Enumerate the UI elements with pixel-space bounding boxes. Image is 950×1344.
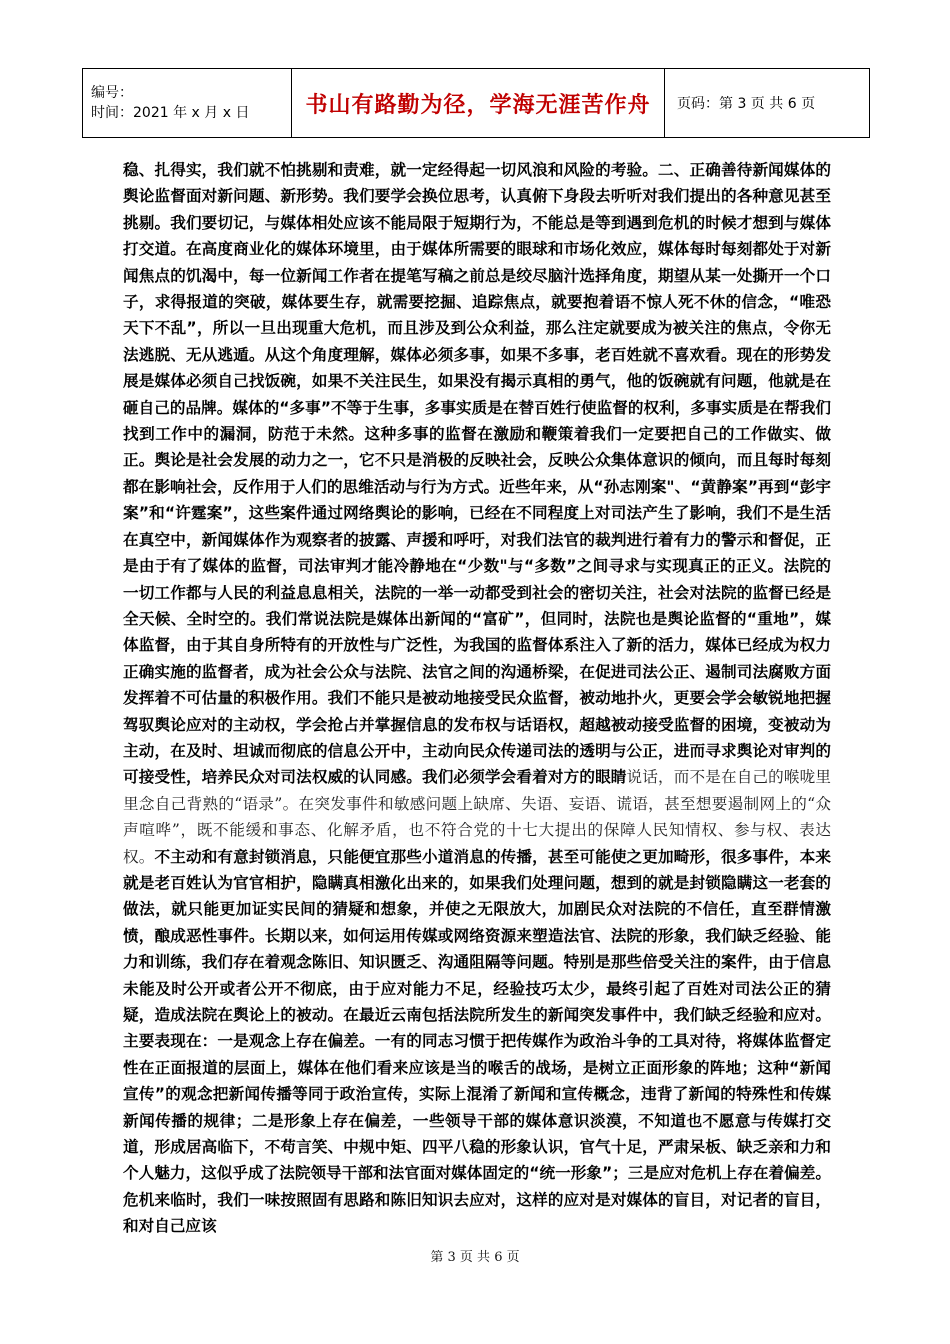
footer-page-number: 第 3 页 共 6 页 [430, 1250, 520, 1265]
body-text-rest: 不主动和有意封锁消息，只能便宜那些小道消息的传播，甚至可能使之更加畸形，很多事件，本来就是老百姓认为官官相护，隐瞒真相激化出来的，如果我们处理问题，想到的就是封锁隐瞒这一老套的做法，就只能更加证实民间的猜疑和想象，并使之无限放大，加剧民众对法院的不信任，直至群情激愤，酿成恶性事件。长期以来，如何运用传媒或网络资源来塑造法官、法院的形象，我们缺乏经验、能力和训练，我们存在着观念陈旧、知识匮乏、沟通阻隔等问题。特别是那些倍受关注的案件，由于信息未能及时公开或者公开不彻底，由于应对能力不足，经验技巧太少，最终引起了百姓对司法公正的猜疑，造成法院在舆论上的被动。在最近云南包括法院所发生的新闻突发事件中，我们缺乏经验和应对。主要表现在：一是观念上存在偏差。一有的同志习惯于把传媒作为政治斗争的工具对待，将媒体监督定性在正面报道的层面上，媒体在他们看来应该是当的喉舌的战场，是树立正面形象的阵地；这种“新闻宣传”的观念把新闻传播等同于政治宣传，实际上混淆了新闻和宣传概念，违背了新闻的特殊性和传媒新闻传播的规律；二是形象上存在偏差，一些领导干部的媒体意识淡漠，不知道也不愿意与传媒打交道，形成居高临下，不苟言笑、中规中矩、四平八稳的形象认识，官气十足，严肃呆板、缺乏亲和力和个人魅力，这似乎成了法院领导干部和法官面对媒体固定的“统一形象”；三是应对危机上存在着偏差。危机来临时，我们一味按照固有思路和陈旧知识去应对，这样的应对是对媒体的盲目，对记者的盲目，和对自己应该 [123, 847, 831, 1236]
motto-text: 书山有路勤为径，学海无涯苦作舟 [305, 92, 651, 118]
page-footer [0, 1246, 950, 1265]
time-label: 时间：2021 年 x 月 x 日 [91, 105, 250, 121]
header-meta-cell [83, 69, 292, 138]
number-label: 编号： [91, 85, 133, 101]
document-header [82, 68, 870, 138]
page-number-cell [665, 69, 870, 138]
body-text [123, 157, 831, 1240]
page-label: 页码：第 3 页 共 6 页 [677, 96, 816, 112]
body-text-serif: 说话，而不是在自己的喉咙里里念自己背熟的“语录”。在突发事件和敏感问题上缺席、失语、妄语、谎语，甚至想要遏制网上的“众声喧哗”，既不能缓和事态、化解矛盾，也不符合党的十七大提出的保障人民知情权、参与权、表达权。 [123, 768, 831, 866]
body-text-main: 稳、扎得实，我们就不怕挑剔和责难，就一定经得起一切风浪和风险的考验。二、正确善待新闻媒体的舆论监督面对新问题、新形势。我们要学会换位思考，认真俯下身段去听听对我们提出的各种意见甚至挑剔。我们要切记，与媒体相处应该不能局限于短期行为，不能总是等到遇到危机的时候才想到与媒体打交道。在高度商业化的媒体环境里，由于媒体所需要的眼球和市场化效应，媒体每时每刻都处于对新闻焦点的饥渴中，每一位新闻工作者在提笔写稿之前总是绞尽脑汁选择角度，期望从某一处撕开一个口子，求得报道的突破，媒体要生存，就需要挖掘、追踪焦点，就要抱着语不惊人死不休的信念，“唯恐天下不乱”，所以一旦出现重大危机，而且涉及到公众利益，那么注定就要成为被关注的焦点，令你无法逃脱、无从逃遁。从这个角度理解，媒体必须多事，如果不多事，老百姓就不喜欢看。现在的形势发展是媒体必须自己找饭碗，如果不关注民生，如果没有揭示真相的勇气，他的饭碗就有问题，他就是在砸自己的品牌。媒体的“多事”不等于生事，多事实质是在替百姓行使监督的权利，多事实质是在帮我们找到工作中的漏洞，防范于未然。这种多事的监督在激励和鞭策着我们一定要把自己的工作做实、做正。舆论是社会发展的动力之一，它不只是消极的反映社会，反映公众集体意识的倾向，而且每时每刻都在影响社会，反作用于人们的思维活动与行为方式。近些年来，从“孙志刚案"、“黄静案”再到“彭宇案”和“许霆案”，这些案件通过网络舆论的影响，已经在不同程度上对司法产生了影响，我们不是生活在真空中，新闻媒体作为观察者的披露、声援和呼吁，对我们法官的裁判进行着有力的警示和督促，正是由于有了媒体的监督，司法审判才能冷静地在“少数"与“多数”之间寻求与实现真正的正义。法院的一切工作都与人民的利益息息相关，法院的一举一动都受到社会的密切关注，社会对法院的监督已经是全天候、全时空的。我们常说法院是媒体出新闻的“富矿”，但同时，法院也是舆论监督的“重地”，媒体监督，由于其自身所特有的开放性与广泛性，为我国的监督体系注入了新的活力，媒体已经成为权力正确实施的监督者，成为社会公众与法院、法官之间的沟通桥梁，在促进司法公正、遏制司法腐败方面发挥着不可估量的积极作用。我们不能只是被动地接受民众监督，被动地扑火，更要会学会敏锐地把握驾驭舆论应对的主动权，学会抢占并掌握信息的发布权与话语权，超越被动接受监督的困境，变被动为主动，在及时、坦诚而彻底的信息公开中，主动向民众传递司法的透明与公正，进而寻求舆论对审判的可接受性，培养民众对司法权威的认同感。我们必须学会看着对方的眼睛 [123, 161, 831, 787]
motto-cell [292, 69, 665, 138]
